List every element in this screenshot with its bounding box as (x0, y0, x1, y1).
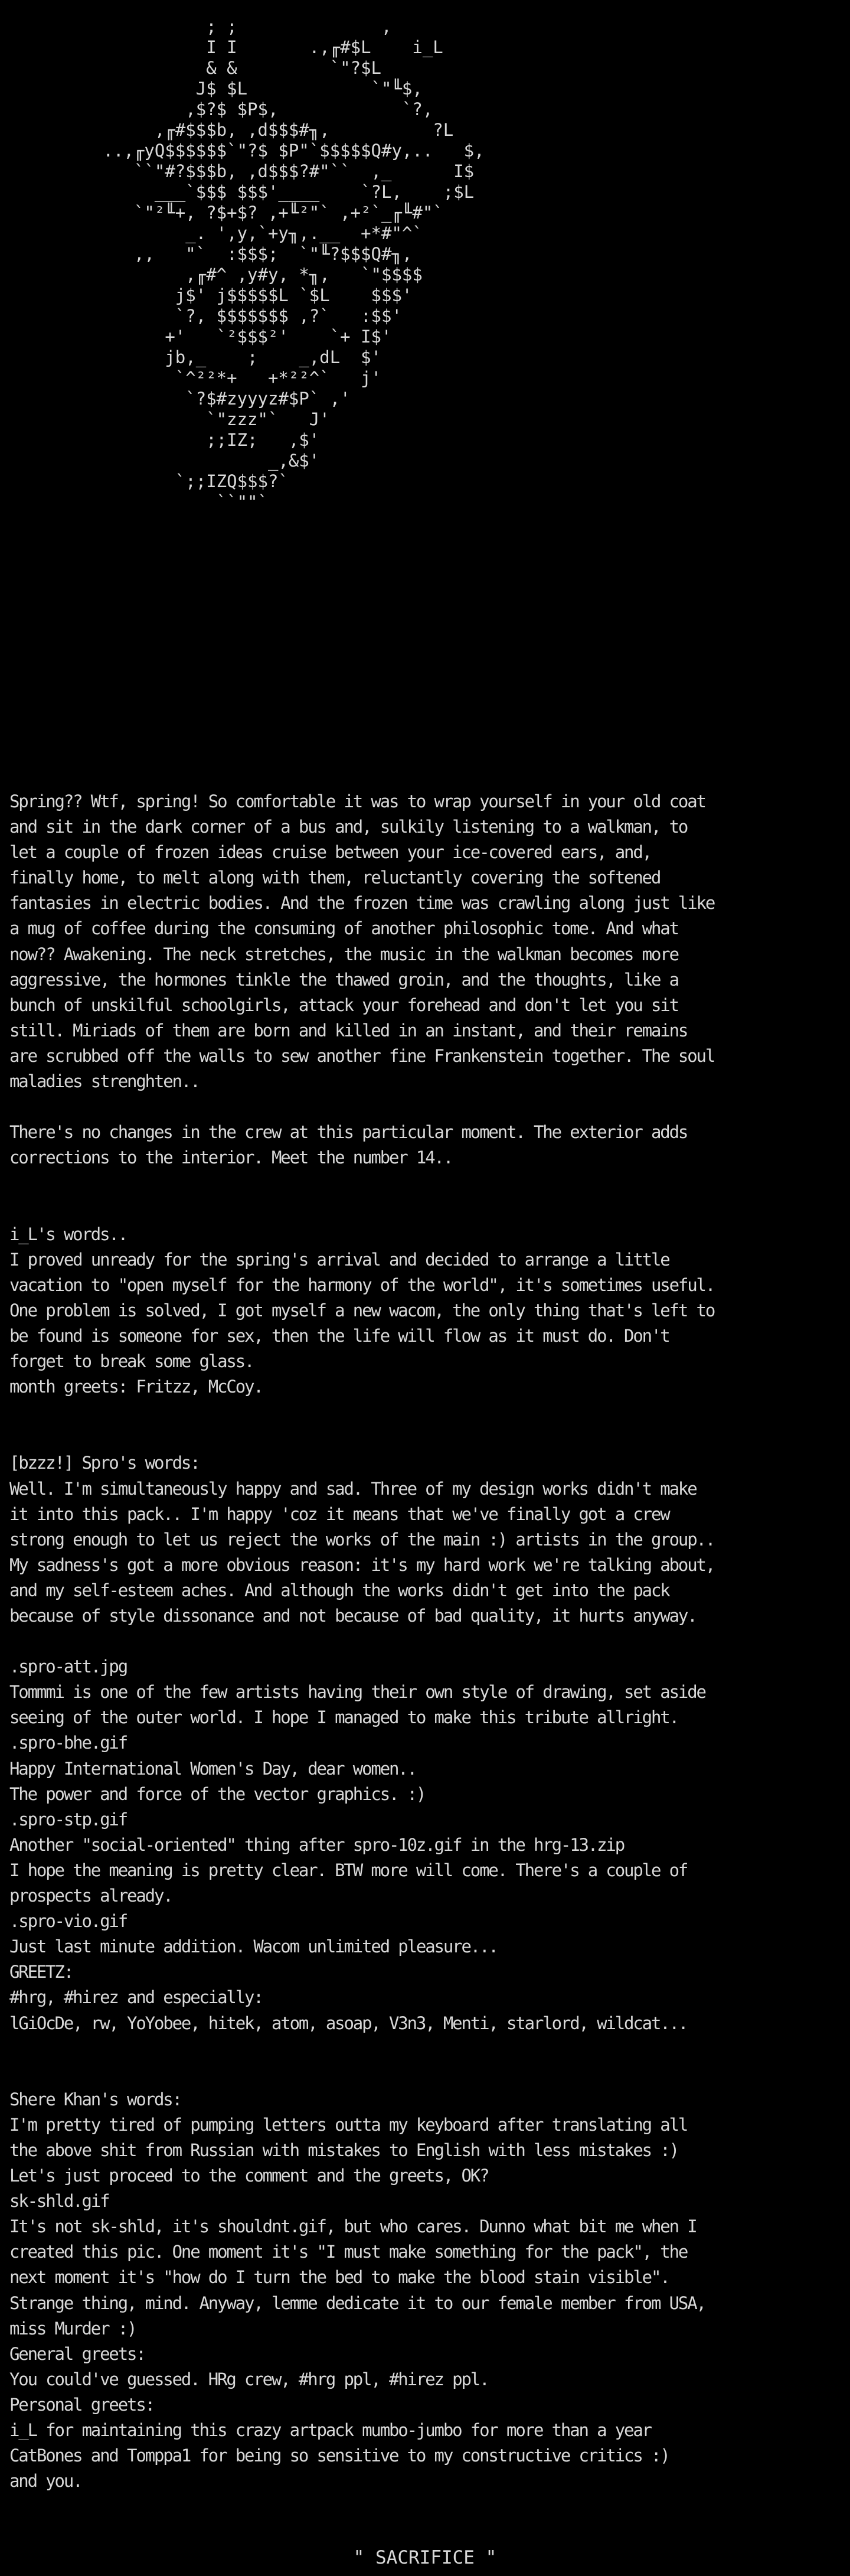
text-line: Another "social-oriented" thing after spro-10z.gif in the hrg-13.zip (9, 1834, 625, 1855)
text-line: #hrg, #hirez and especially: (9, 1987, 263, 2008)
text-line: i_L's words.. (9, 1224, 128, 1244)
text-line: a mug of coffee during the consuming of another philosophic tome. And what (9, 918, 678, 939)
text-line (9, 1629, 842, 1654)
text-line: i_L for maintaining this crazy artpack mumbo-jumbo for more than a year (9, 2420, 651, 2440)
text-line: Let's just proceed to the comment and the greets, OK? (9, 2166, 489, 2186)
text-line (9, 1094, 842, 1120)
text-line: General greets: (9, 2343, 145, 2364)
text-line: next moment it's "how do I turn the bed to make the blood stain visible". (9, 2267, 669, 2288)
text-line: sk-shld.gif (9, 2191, 109, 2212)
text-line: .spro-att.jpg (9, 1657, 128, 1677)
text-line: finally home, to melt along with them, reluctantly covering the softened (9, 868, 661, 888)
text-line (9, 2062, 842, 2087)
ascii-art-line: ``"#?$$$b, ,d$$$?#"`` ,_ I$ (0, 161, 475, 181)
ascii-art-line: ; ; , (0, 17, 392, 37)
signature-text: " SACRIFICE " (353, 2547, 497, 2568)
ascii-art-line: J$ $L `"╙$, (0, 79, 423, 99)
text-line: GREETZ: (9, 1962, 73, 1982)
text-line: Spring?? Wtf, spring! So comfortable it was to wrap yourself in your old coat (9, 791, 705, 811)
text-line: bunch of unskilful schoolgirls, attack your forehead and don't let you sit (9, 994, 678, 1015)
text-line: My sadness's got a more obvious reason: it's my hard work we're talking about, (9, 1554, 715, 1575)
text-line: .spro-vio.gif (9, 1911, 128, 1932)
ascii-art-line: ___`$$$ $$$'____ `?L, ;$L (0, 182, 475, 202)
text-line: Just last minute addition. Wacom unlimited pleasure... (9, 1936, 498, 1957)
text-line: [bzzz!] Spro's words: (9, 1453, 200, 1473)
text-line: Personal greets: (9, 2394, 154, 2415)
text-line: the above shit from Russian with mistakes to English with less mistakes :) (9, 2140, 678, 2160)
text-line: strong enough to let us reject the works of the main :) artists in the group.. (9, 1529, 715, 1550)
ascii-art-line: j$' j$$$$$L `$L $$$' (0, 285, 413, 305)
ascii-art-line: `"zzz"` J' (0, 409, 330, 429)
text-line: I proved unready for the spring's arrival and decided to arrange a little (9, 1249, 669, 1270)
text-line: You could've guessed. HRg crew, #hrg ppl, #hirez ppl. (9, 2369, 489, 2389)
text-line: Tommmi is one of the few artists having their own style of drawing, set aside (9, 1682, 705, 1703)
text-line (9, 1170, 842, 1196)
ascii-art-line: ..,╓yQ$$$$$$`"?$ $P"`$$$$$Q#y,.. $, (0, 141, 485, 161)
ascii-art-line: `?$#zyyyz#$P` ,' (0, 389, 351, 409)
text-line: still. Miriads of them are born and killed in an instant, and their remains (9, 1020, 688, 1041)
text-line: .spro-bhe.gif (9, 1733, 128, 1753)
ascii-art-line: ,, "` :$$$; `"╙?$$$Q#╖, (0, 244, 413, 264)
text-line: forget to break some glass. (9, 1351, 254, 1372)
text-line: .spro-stp.gif (9, 1809, 128, 1830)
text-line: aggressive, the hormones tinkle the thawed groin, and the thoughts, like a (9, 969, 678, 990)
ascii-art-line: +' `²$$$²' `+ I$' (0, 327, 392, 347)
text-line: and you. (9, 2471, 82, 2492)
text-line: I hope the meaning is pretty clear. BTW more will come. There's a couple of (9, 1860, 688, 1880)
text-line (9, 1196, 842, 1222)
ascii-art-line: `^²²*+ +*²²^` j' (0, 368, 382, 388)
text-line: CatBones and Tomppa1 for being so sensitive to my constructive critics :) (9, 2445, 669, 2466)
ascii-art-line: jb,_ ; _,dL $' (0, 347, 382, 367)
text-line (9, 1425, 842, 1450)
text-line: Well. I'm simultaneously happy and sad. Three of my design works didn't make (9, 1478, 697, 1499)
text-line (9, 2036, 842, 2062)
text-line: Strange thing, mind. Anyway, lemme dedicate it to our female member from USA, (9, 2293, 705, 2313)
text-line: because of style dissonance and not because of bad quality, it hurts anyway. (9, 1606, 697, 1626)
text-line (9, 1400, 842, 1425)
ascii-art-line: ,$?$ $P$, `?, (0, 99, 433, 119)
ascii-art-face (0, 17, 850, 513)
ascii-art-line: ``""` (0, 492, 268, 512)
text-line: Happy International Women's Day, dear women.. (9, 1758, 416, 1779)
ascii-art-line: ;;IZ; ,$' (0, 430, 320, 450)
text-line: seeing of the outer world. I hope I managed to make this tribute allright. (9, 1707, 678, 1728)
ascii-art-line: `?, $$$$$$$ ,?` :$$' (0, 306, 402, 326)
ascii-art-line: ,╓#$$$b, ,d$$$#╖, ?L (0, 120, 454, 140)
ascii-art-line: ,╓#^ ,y#y, *╖, `"$$$$ (0, 265, 423, 285)
text-line: let a couple of frozen ideas cruise between your ice-covered ears, and, (9, 842, 651, 863)
text-line: and sit in the dark corner of a bus and, sulkily listening to a walkman, to (9, 817, 688, 837)
text-line: maladies strenghten.. (9, 1071, 200, 1092)
text-line: lGiOcDe, rw, YoYobee, hitek, atom, asoap, V3n3, Menti, starlord, wildcat... (9, 2013, 688, 2033)
text-line: now?? Awakening. The neck stretches, the music in the walkman becomes more (9, 944, 678, 964)
ascii-art-line: & & `"?$L (0, 58, 382, 78)
ascii-art-line: _,&$' (0, 451, 320, 471)
text-line: prospects already. (9, 1886, 172, 1906)
text-line: One problem is solved, I got myself a new wacom, the only thing that's left to (9, 1300, 715, 1320)
text-line: be found is someone for sex, then the life will flow as it must do. Don't (9, 1325, 669, 1346)
text-line: fantasies in electric bodies. And the frozen time was crawling along just like (9, 893, 715, 914)
ascii-art-line: _. ',y,`+y╖,.__ +*#"^` (0, 223, 423, 243)
text-line: created this pic. One moment it's "I must make something for the pack", the (9, 2242, 688, 2262)
ascii-art-line: `;;IZQ$$$?` (0, 471, 289, 491)
text-line: It's not sk-shld, it's shouldnt.gif, but who cares. Dunno what bit me when I (9, 2216, 697, 2237)
text-line: it into this pack.. I'm happy 'coz it means that we've finally got a crew (9, 1504, 669, 1524)
ascii-art-line: `"²╙+, ?$+$? ,+╙²"` ,+²`_╓╙#"` (0, 203, 443, 223)
document-text (9, 789, 842, 2494)
text-line: vacation to "open myself for the harmony of the world", it's sometimes useful. (9, 1274, 715, 1295)
text-line: are scrubbed off the walls to sew another fine Frankenstein together. The soul (9, 1045, 715, 1066)
text-line: The power and force of the vector graphics. :) (9, 1783, 426, 1804)
text-line: miss Murder :) (9, 2318, 136, 2339)
text-line: month greets: Fritzz, McCoy. (9, 1377, 263, 1397)
text-line: and my self-esteem aches. And although the works didn't get into the pack (9, 1580, 669, 1600)
text-line: There's no changes in the crew at this particular moment. The exterior adds (9, 1122, 688, 1143)
ascii-art-line: I I .,╓#$L i_L (0, 37, 443, 57)
text-line: I'm pretty tired of pumping letters outta my keyboard after translating all (9, 2114, 688, 2135)
text-line: corrections to the interior. Meet the number 14.. (9, 1147, 453, 1168)
text-line: Shere Khan's words: (9, 2089, 181, 2109)
